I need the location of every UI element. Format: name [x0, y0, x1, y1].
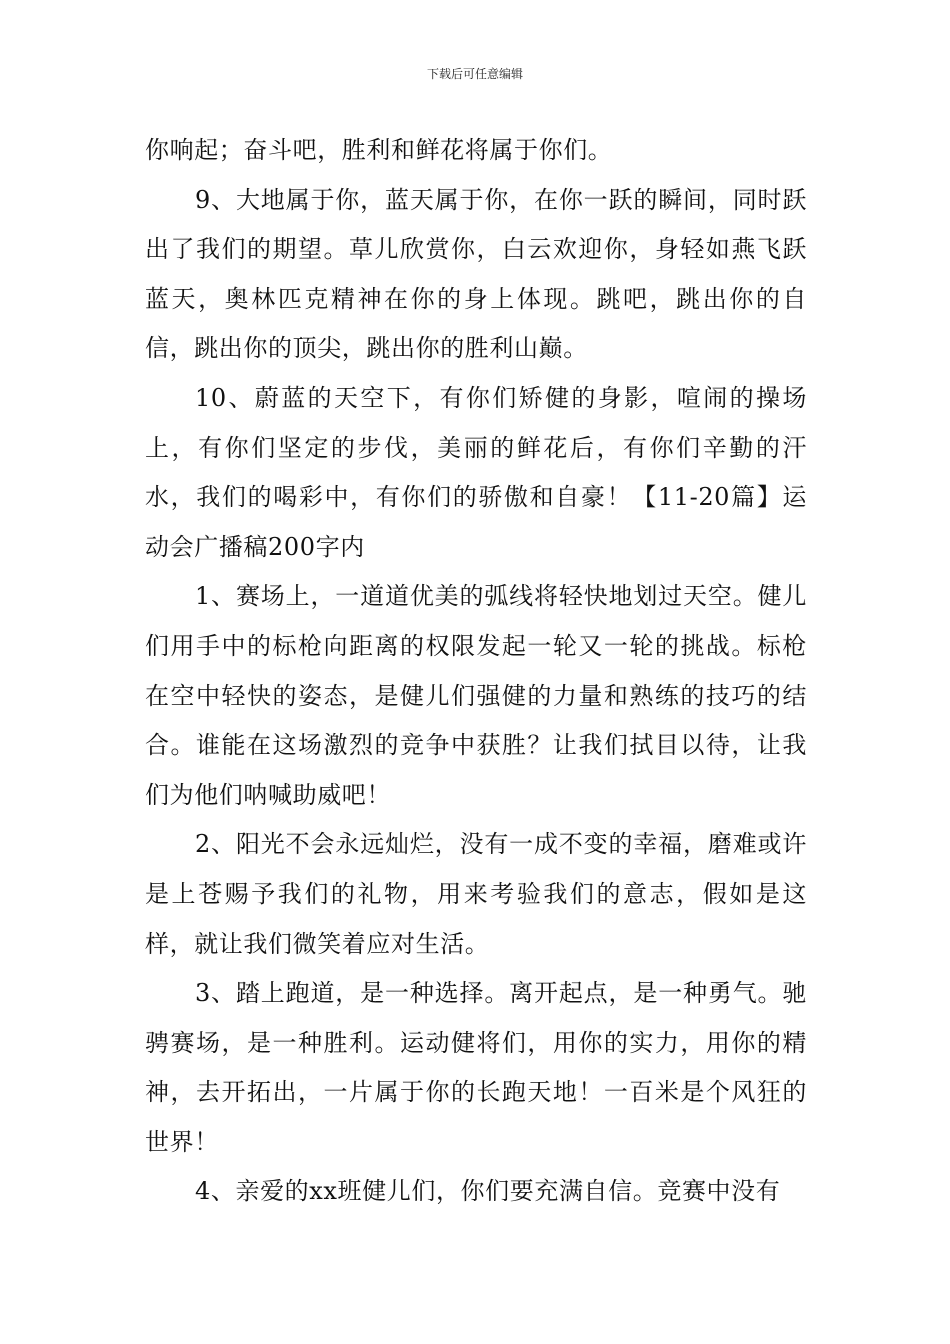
- paragraph-item-4: 4、亲爱的xx班健儿们，你们要充满自信。竞赛中没有: [195, 1177, 781, 1206]
- paragraph-item-3: 3、踏上跑道，是一种选择。离开起点，是一种勇气。驰骋赛场，是一种胜利。运动健将们，用你的实力，用你的精神，去开拓出，一片属于你的长跑天地！一百米是个风狂的世界！: [145, 979, 807, 1156]
- paragraph-continued: 你响起；奋斗吧，胜利和鲜花将属于你们。: [145, 136, 613, 164]
- page-header: 下载后可任意编辑: [426, 67, 523, 81]
- paragraph-item-1: 1、赛场上，一道道优美的弧线将轻快地划过天空。健儿们用手中的标枪向距离的权限发起一轮又一轮的挑战。标枪在空中轻快的姿态，是健儿们强健的力量和熟练的技巧的结合。谁能在这场激烈的竞争中获胜？让我们拭目以待，让我们为他们呐喊助威吧！: [145, 582, 807, 809]
- document-body: [145, 126, 807, 1217]
- paragraph-item-2: 2、阳光不会永远灿烂，没有一成不变的幸福，磨难或许是上苍赐予我们的礼物，用来考验我们的意志，假如是这样，就让我们微笑着应对生活。: [145, 830, 807, 958]
- paragraph-item-10: 10、蔚蓝的天空下，有你们矫健的身影，喧闹的操场上，有你们坚定的步伐，美丽的鲜花后，有你们辛勤的汗水，我们的喝彩中，有你们的骄傲和自豪！【11-20篇】运动会广播稿200字内: [145, 383, 807, 561]
- paragraph-item-9: 9、大地属于你，蓝天属于你，在你一跃的瞬间，同时跃出了我们的期望。草儿欣赏你，白云欢迎你，身轻如燕飞跃蓝天，奥林匹克精神在你的身上体现。跳吧，跳出你的自信，跳出你的顶尖，跳出你的胜利山巅。: [145, 185, 807, 363]
